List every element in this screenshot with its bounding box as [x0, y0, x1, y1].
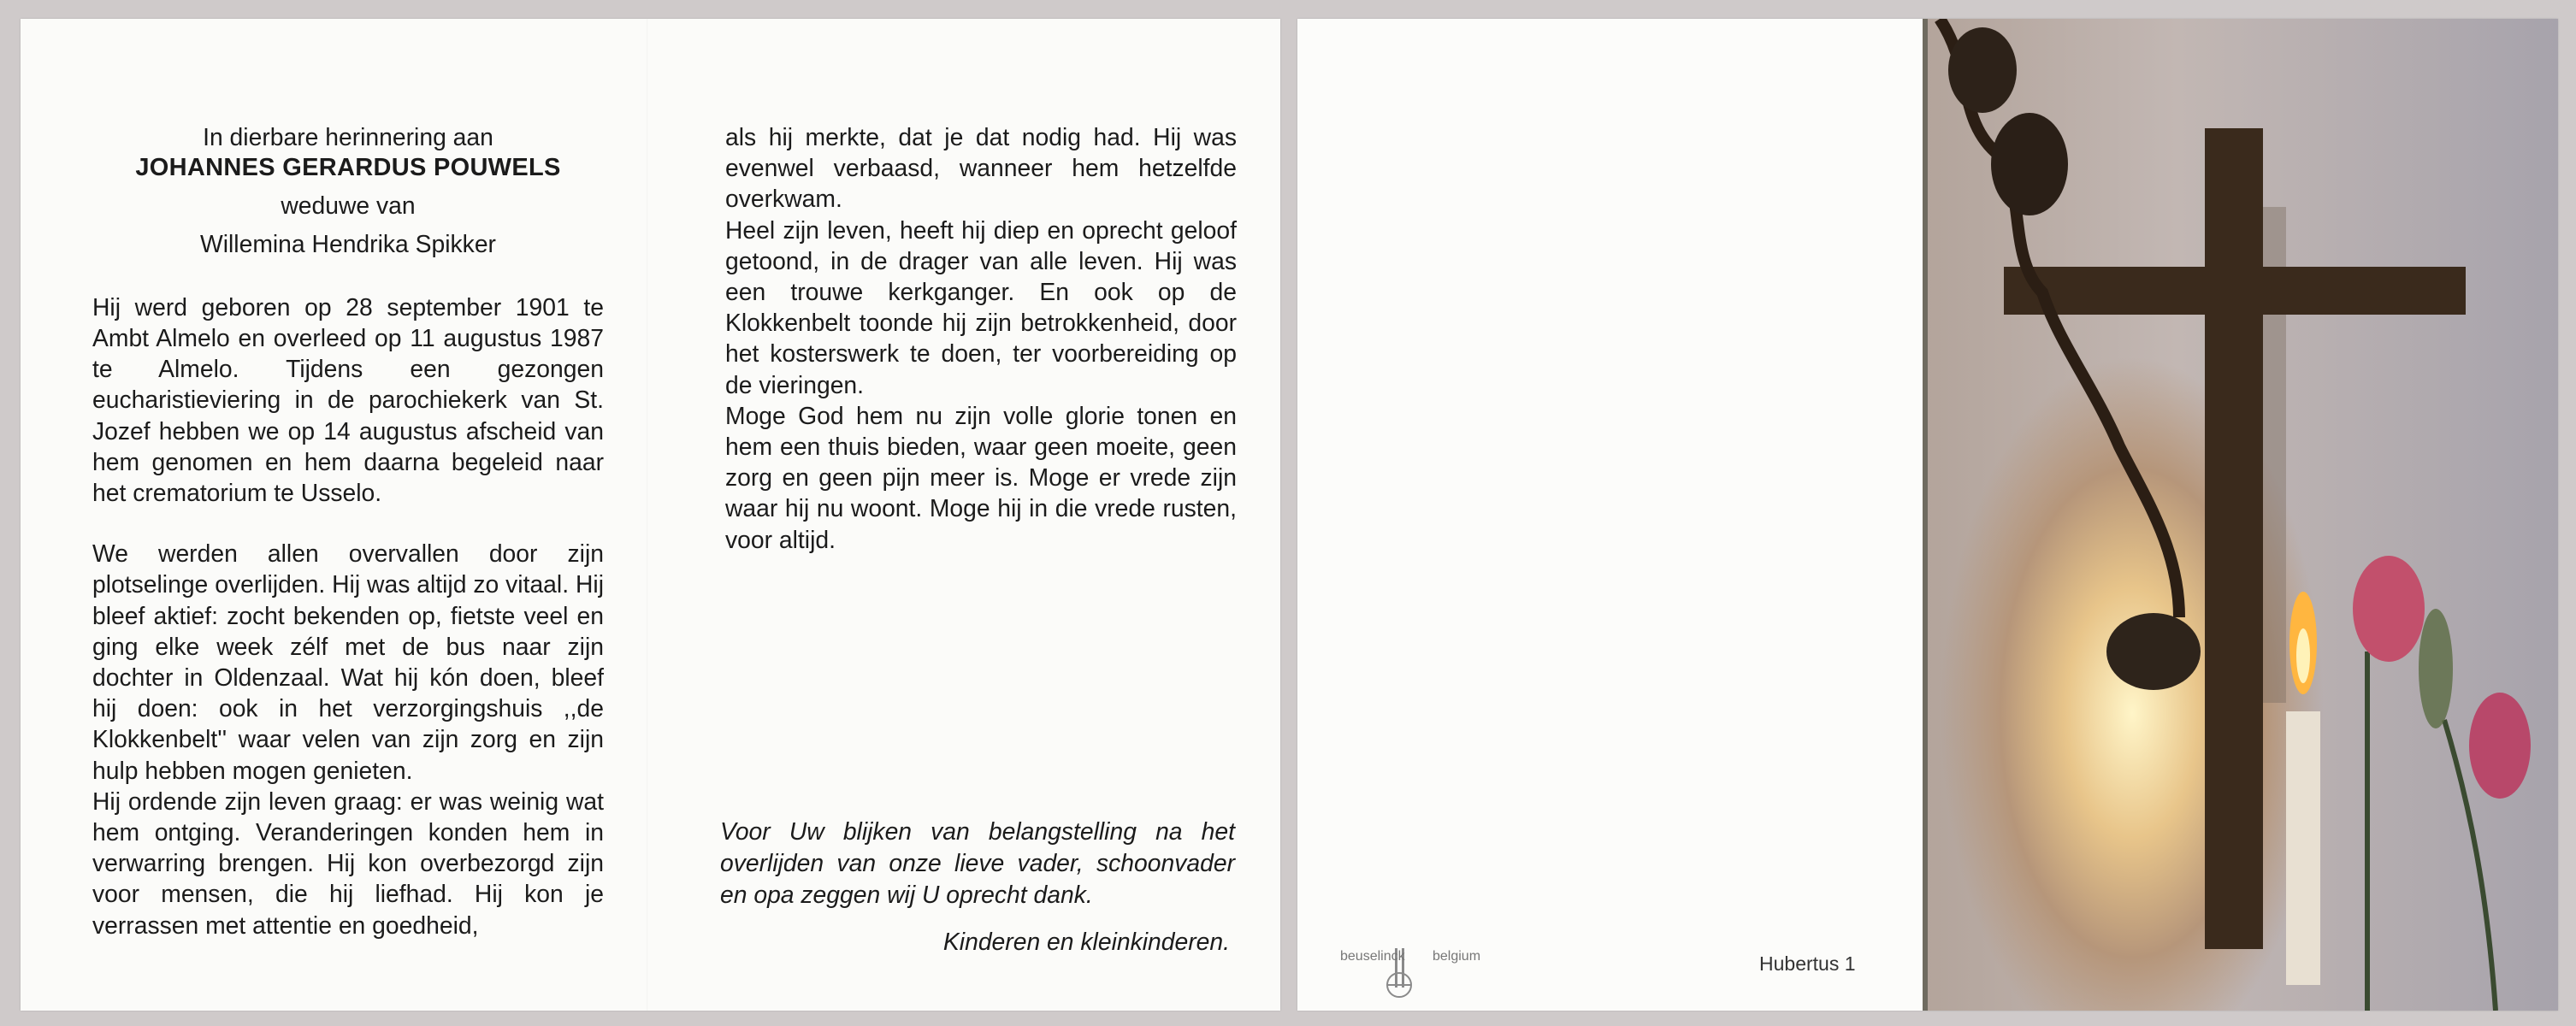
dried-flower-head: [1948, 27, 2017, 113]
prayer-paragraph: Moge God hem nu zijn volle glorie tonen en hem een thuis bieden, waar geen moeite, geen zorg en geen pijn meer is. Moge er vrede zijn waar hij nu woont. Moge hij in die vrede rusten, voor altijd.: [725, 401, 1237, 553]
left-column: [92, 121, 604, 940]
right-column: [725, 121, 1237, 555]
dried-flower-head: [2106, 613, 2201, 690]
heather-flower: [2469, 693, 2531, 799]
thanks-note: Voor Uw blijken van belangstelling na het overlijden van onze lieve vader, schoonvader en opa zeggen wij U oprecht dank.: [720, 817, 1235, 908]
photo-edge: [1923, 19, 1928, 1011]
signoff: Kinderen en kleinkinderen.: [942, 928, 1230, 955]
cross-candle-photo: [1923, 19, 2558, 1011]
dried-flower-head: [1991, 113, 2068, 215]
biography-paragraph: Hij werd geboren op 28 september 1901 te Ambt Almelo en overleed op 11 augustus 1987 te Almelo. Tijdens een gezongen eucharistieviering in de parochiekerk van St. Jozef hebben we op 14 augustus afscheid van hem genomen en hem daarna begeleid naar het crematorium te Usselo.: [92, 292, 604, 507]
card-model-label: Hubertus 1: [1759, 952, 1856, 975]
deceased-name: JOHANNES GERARDUS POUWELS: [135, 154, 561, 182]
blank-panel: [1297, 19, 1923, 1011]
biography-paragraph: Hij ordende zijn leven graag: er was weinig wat hem ontging. Veranderingen konden hem in verwarring brengen. Hij kon overbezorgd zijn voor mensen, die hij liefhad. Hij kon je verrassen met attentie en goedheid,: [92, 787, 604, 939]
publisher-name-left: beuselinck: [1340, 949, 1405, 964]
inner-card: [21, 19, 1280, 1011]
cross-horizontal-beam: [2004, 267, 2466, 315]
foliage: [2419, 609, 2453, 728]
fold-line: [647, 19, 648, 1011]
cross-vertical-beam: [2205, 128, 2263, 949]
heather-flower: [2353, 556, 2425, 662]
biography-paragraph: We werden allen overvallen door zijn plotselinge overlijden. Hij was altijd zo vitaal. Hij bleef aktief: zocht bekenden op, fietste veel en ging elke week zélf met de bus naar zijn dochter in Oldenzaal. Wat hij kón doen, bleef hij doen: ook in het verzorgingshuis ,,de Klokkenbelt'' waar velen van zijn zorg en zijn hulp hebben mogen genieten.: [92, 540, 604, 784]
biography-paragraph: als hij merkte, dat je dat nodig had. Hij was evenwel verbaasd, wanneer hem hetzelfde overkwam.: [725, 123, 1237, 213]
candle: [2286, 711, 2320, 985]
spouse-name: Willemina Hendrika Spikker: [200, 229, 496, 257]
biography-paragraph: Heel zijn leven, heeft hij diep en oprecht geloof getoond, in de drager van alle leven. Hij was een trouwe kerkganger. En ook op de Klokkenbelt toonde hij zijn betrokkenheid, door het kosterswerk te doen, ter voorbereiding op de vieringen.: [725, 215, 1237, 398]
photo-illustration: [1923, 19, 2558, 1011]
relation-text: weduwe van: [281, 192, 416, 220]
memorial-intro: In dierbare herinnering aan: [203, 123, 493, 150]
outer-card: [1297, 19, 2558, 1011]
publisher-name-right: belgium: [1433, 949, 1481, 964]
candle-flame-core: [2296, 628, 2310, 683]
